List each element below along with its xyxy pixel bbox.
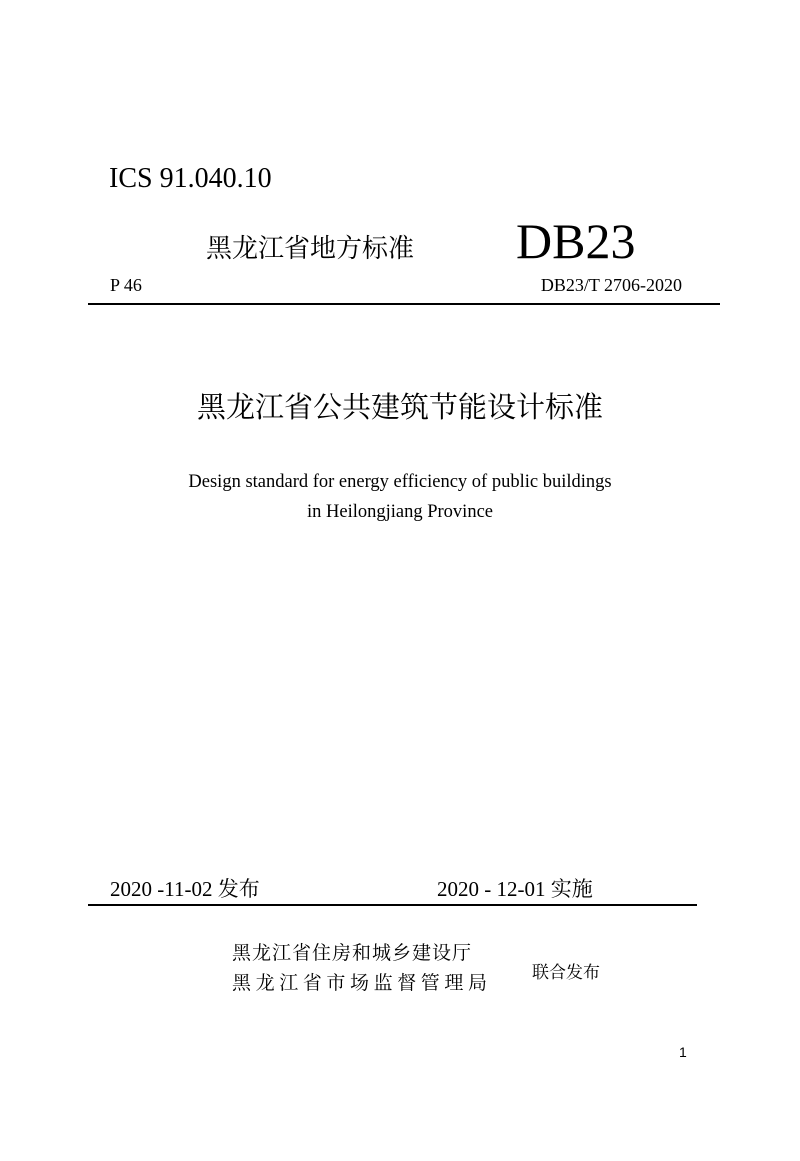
implement-label: 实施 <box>550 877 593 901</box>
title-chinese: 黑龙江省公共建筑节能设计标准 <box>196 390 603 424</box>
joint-issue-label: 联合发布 <box>532 963 600 983</box>
issuer-1: 黑龙江省住房和城乡建设厅 <box>232 942 473 964</box>
publish-date <box>110 873 260 903</box>
issuers <box>232 938 492 998</box>
page-number: 1 <box>679 1044 687 1060</box>
title-english <box>0 467 800 527</box>
dates-divider <box>88 904 697 906</box>
category-code: P 46 <box>110 275 142 295</box>
publish-date-value: 2020 -11-02 <box>110 877 213 901</box>
db-code: DB23 <box>516 213 636 269</box>
standard-number: DB23/T 2706-2020 <box>540 275 682 295</box>
ics-code: ICS 91.040.10 <box>109 163 272 194</box>
publish-label: 发布 <box>217 877 260 901</box>
issuer-2: 黑龙江省市场监督管理局 <box>232 972 492 994</box>
local-standard-label: 黑龙江省地方标准 <box>206 234 415 264</box>
dates-row <box>110 873 630 903</box>
implement-date <box>437 873 593 903</box>
title-english-line1: Design standard for energy efficiency of public buildings <box>188 472 612 492</box>
implement-date-value: 2020 - 12-01 <box>437 877 546 901</box>
header-divider <box>88 303 720 305</box>
title-english-line2: in Heilongjiang Province <box>307 502 493 522</box>
